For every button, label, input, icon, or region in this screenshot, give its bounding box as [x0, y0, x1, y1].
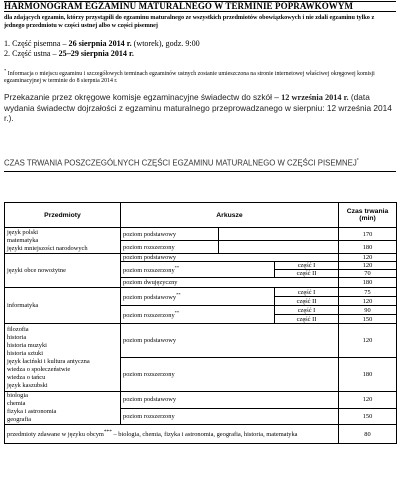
time-cell: 120: [339, 262, 397, 270]
time-cell: 170: [339, 228, 397, 241]
section-title: CZAS TRWANIA POSZCZEGÓLNYCH CZĘŚCI EGZAMINU MATURALNEGO W CZĘŚCI PISEMNEJ*: [4, 157, 396, 172]
level-basic: poziom podstawowy**: [121, 288, 275, 306]
time-cell: 180: [339, 241, 397, 254]
time-cell: 75: [339, 288, 397, 297]
table-header-row: [5, 203, 397, 228]
time-cell: 120: [339, 297, 397, 306]
foreign-language-subjects: przedmioty zdawane w języku obcym*** – biologia, chemia, fizyka i astronomia, geografia, historia, matematyka: [5, 425, 339, 444]
table-row: [5, 228, 397, 241]
part-label: część I: [275, 288, 339, 297]
header-time: Czas trwania (min): [339, 203, 397, 228]
level-extended: poziom rozszerzony: [121, 408, 339, 425]
subjects-cell: filozofia historia historia muzyki historia sztuki język łaciński i kultura antyczna wiedza o społeczeństwie wiedza o tańcu język kaszubski: [5, 324, 121, 392]
part-label: część II: [275, 315, 339, 324]
table-row: [5, 324, 397, 358]
time-cell: 120: [339, 392, 397, 409]
level-bilingual: poziom dwujęzyczny: [121, 278, 339, 288]
level-extended: poziom rozszerzony**: [121, 306, 275, 324]
table-row: [5, 288, 397, 297]
table-row: [5, 425, 397, 444]
duration-table: [4, 202, 397, 444]
subjects-cell: biologia chemia fizyka i astronomia geografia: [5, 392, 121, 425]
header-subjects: Przedmioty: [5, 203, 121, 228]
subjects-cell: język polski matematyka języki mniejszości narodowych: [5, 228, 121, 254]
part-label: część II: [275, 270, 339, 278]
time-cell: 70: [339, 270, 397, 278]
table-row: [5, 392, 397, 409]
level-basic: poziom podstawowy: [121, 228, 219, 241]
time-cell: 180: [339, 278, 397, 288]
part-label: część II: [275, 297, 339, 306]
time-cell: 120: [339, 254, 397, 262]
certificate-delivery: Przekazanie przez okręgowe komisje egzaminacyjne świadectw do szkół – 12 września 2014 r. (data wydania świadectw dojrzałości z egzaminu maturalnego przeprowadzanego w sierpniu: 12 września 2014 r.).: [4, 91, 392, 123]
exam-dates: [4, 39, 396, 59]
oral-info-note: * Informacja o miejscu egzaminu i szczegółowych terminach egzaminów ustnych zostanie umieszczona na stronie internetowej właściwej okręgowej komisji egzaminacyjnej w terminie do 8 sierpnia 2014 r.: [4, 68, 375, 84]
level-extended: poziom rozszerzony: [121, 241, 219, 254]
document: [4, 0, 396, 439]
time-cell: 80: [339, 425, 397, 444]
written-date-line: 1. Część pisemna – 26 sierpnia 2014 r. (wtorek), godz. 9:00: [4, 39, 200, 48]
subjects-cell: informatyka: [5, 288, 121, 324]
time-cell: 120: [339, 324, 397, 358]
time-cell: 180: [339, 358, 397, 392]
level-extended: poziom rozszerzony: [121, 358, 339, 392]
subjects-cell: języki obce nowożytne: [5, 254, 121, 288]
level-basic: poziom podstawowy: [121, 324, 339, 358]
document-title: HARMONOGRAM EGZAMINU MATURALNEGO W TERMINIE POPRAWKOWYM: [4, 1, 396, 12]
time-cell: 150: [339, 315, 397, 324]
level-extended: poziom rozszerzony**: [121, 262, 275, 278]
intro-text: dla zdających egzamin, którzy przystąpili do egzaminu maturalnego ze wszystkich przedmiotów obowiązkowych i nie zdali egzaminu tylko z jednego przedmiotu w części ustnej albo w części pisemnej: [4, 14, 375, 29]
level-basic: poziom podstawowy: [121, 392, 339, 409]
part-label: część I: [275, 306, 339, 315]
time-cell: 150: [339, 408, 397, 425]
time-cell: 90: [339, 306, 397, 315]
table-row: [5, 254, 397, 262]
header-sheets: Arkusze: [121, 203, 339, 228]
part-label: część I: [275, 262, 339, 270]
level-basic: poziom podstawowy: [121, 254, 339, 262]
oral-date-line: 2. Część ustna – 25–29 sierpnia 2014 r.: [4, 49, 134, 58]
